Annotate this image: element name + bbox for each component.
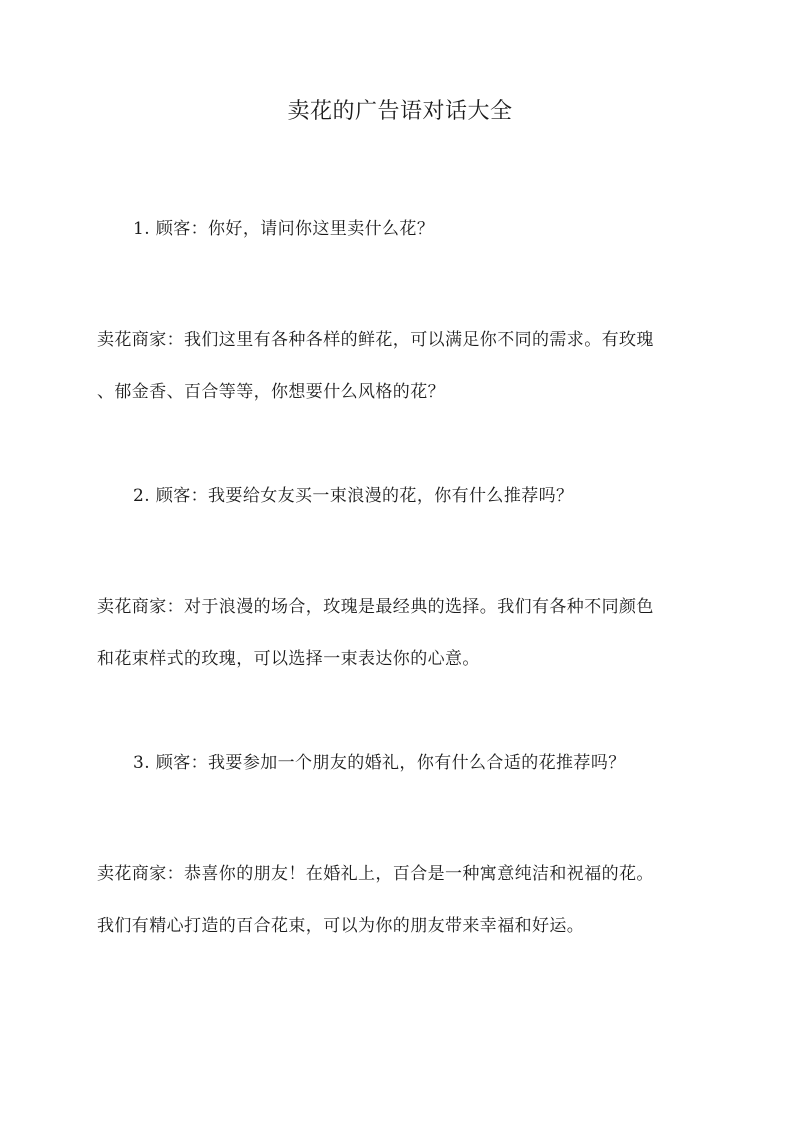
answer-2-line-2: 和花束样式的玫瑰，可以选择一束表达你的心意。 (97, 649, 480, 669)
question-1: 1. 顾客：你好，请问你这里卖什么花？ (133, 219, 435, 239)
answer-3-line-1: 卖花商家：恭喜你的朋友！在婚礼上，百合是一种寓意纯洁和祝福的花。 (97, 864, 654, 884)
question-3: 3. 顾客：我要参加一个朋友的婚礼，你有什么合适的花推荐吗？ (133, 753, 626, 773)
answer-1-line-2: 、郁金香、百合等等，你想要什么风格的花？ (97, 382, 445, 402)
answer-1-line-1: 卖花商家：我们这里有各种各样的鲜花，可以满足你不同的需求。有玫瑰 (97, 330, 654, 350)
answer-2-line-1: 卖花商家：对于浪漫的场合，玫瑰是最经典的选择。我们有各种不同颜色 (97, 597, 654, 617)
answer-3-line-2: 我们有精心打造的百合花束，可以为你的朋友带来幸福和好运。 (97, 916, 585, 936)
question-2: 2. 顾客：我要给女友买一束浪漫的花，你有什么推荐吗？ (133, 486, 574, 506)
document-title: 卖花的广告语对话大全 (287, 99, 513, 124)
